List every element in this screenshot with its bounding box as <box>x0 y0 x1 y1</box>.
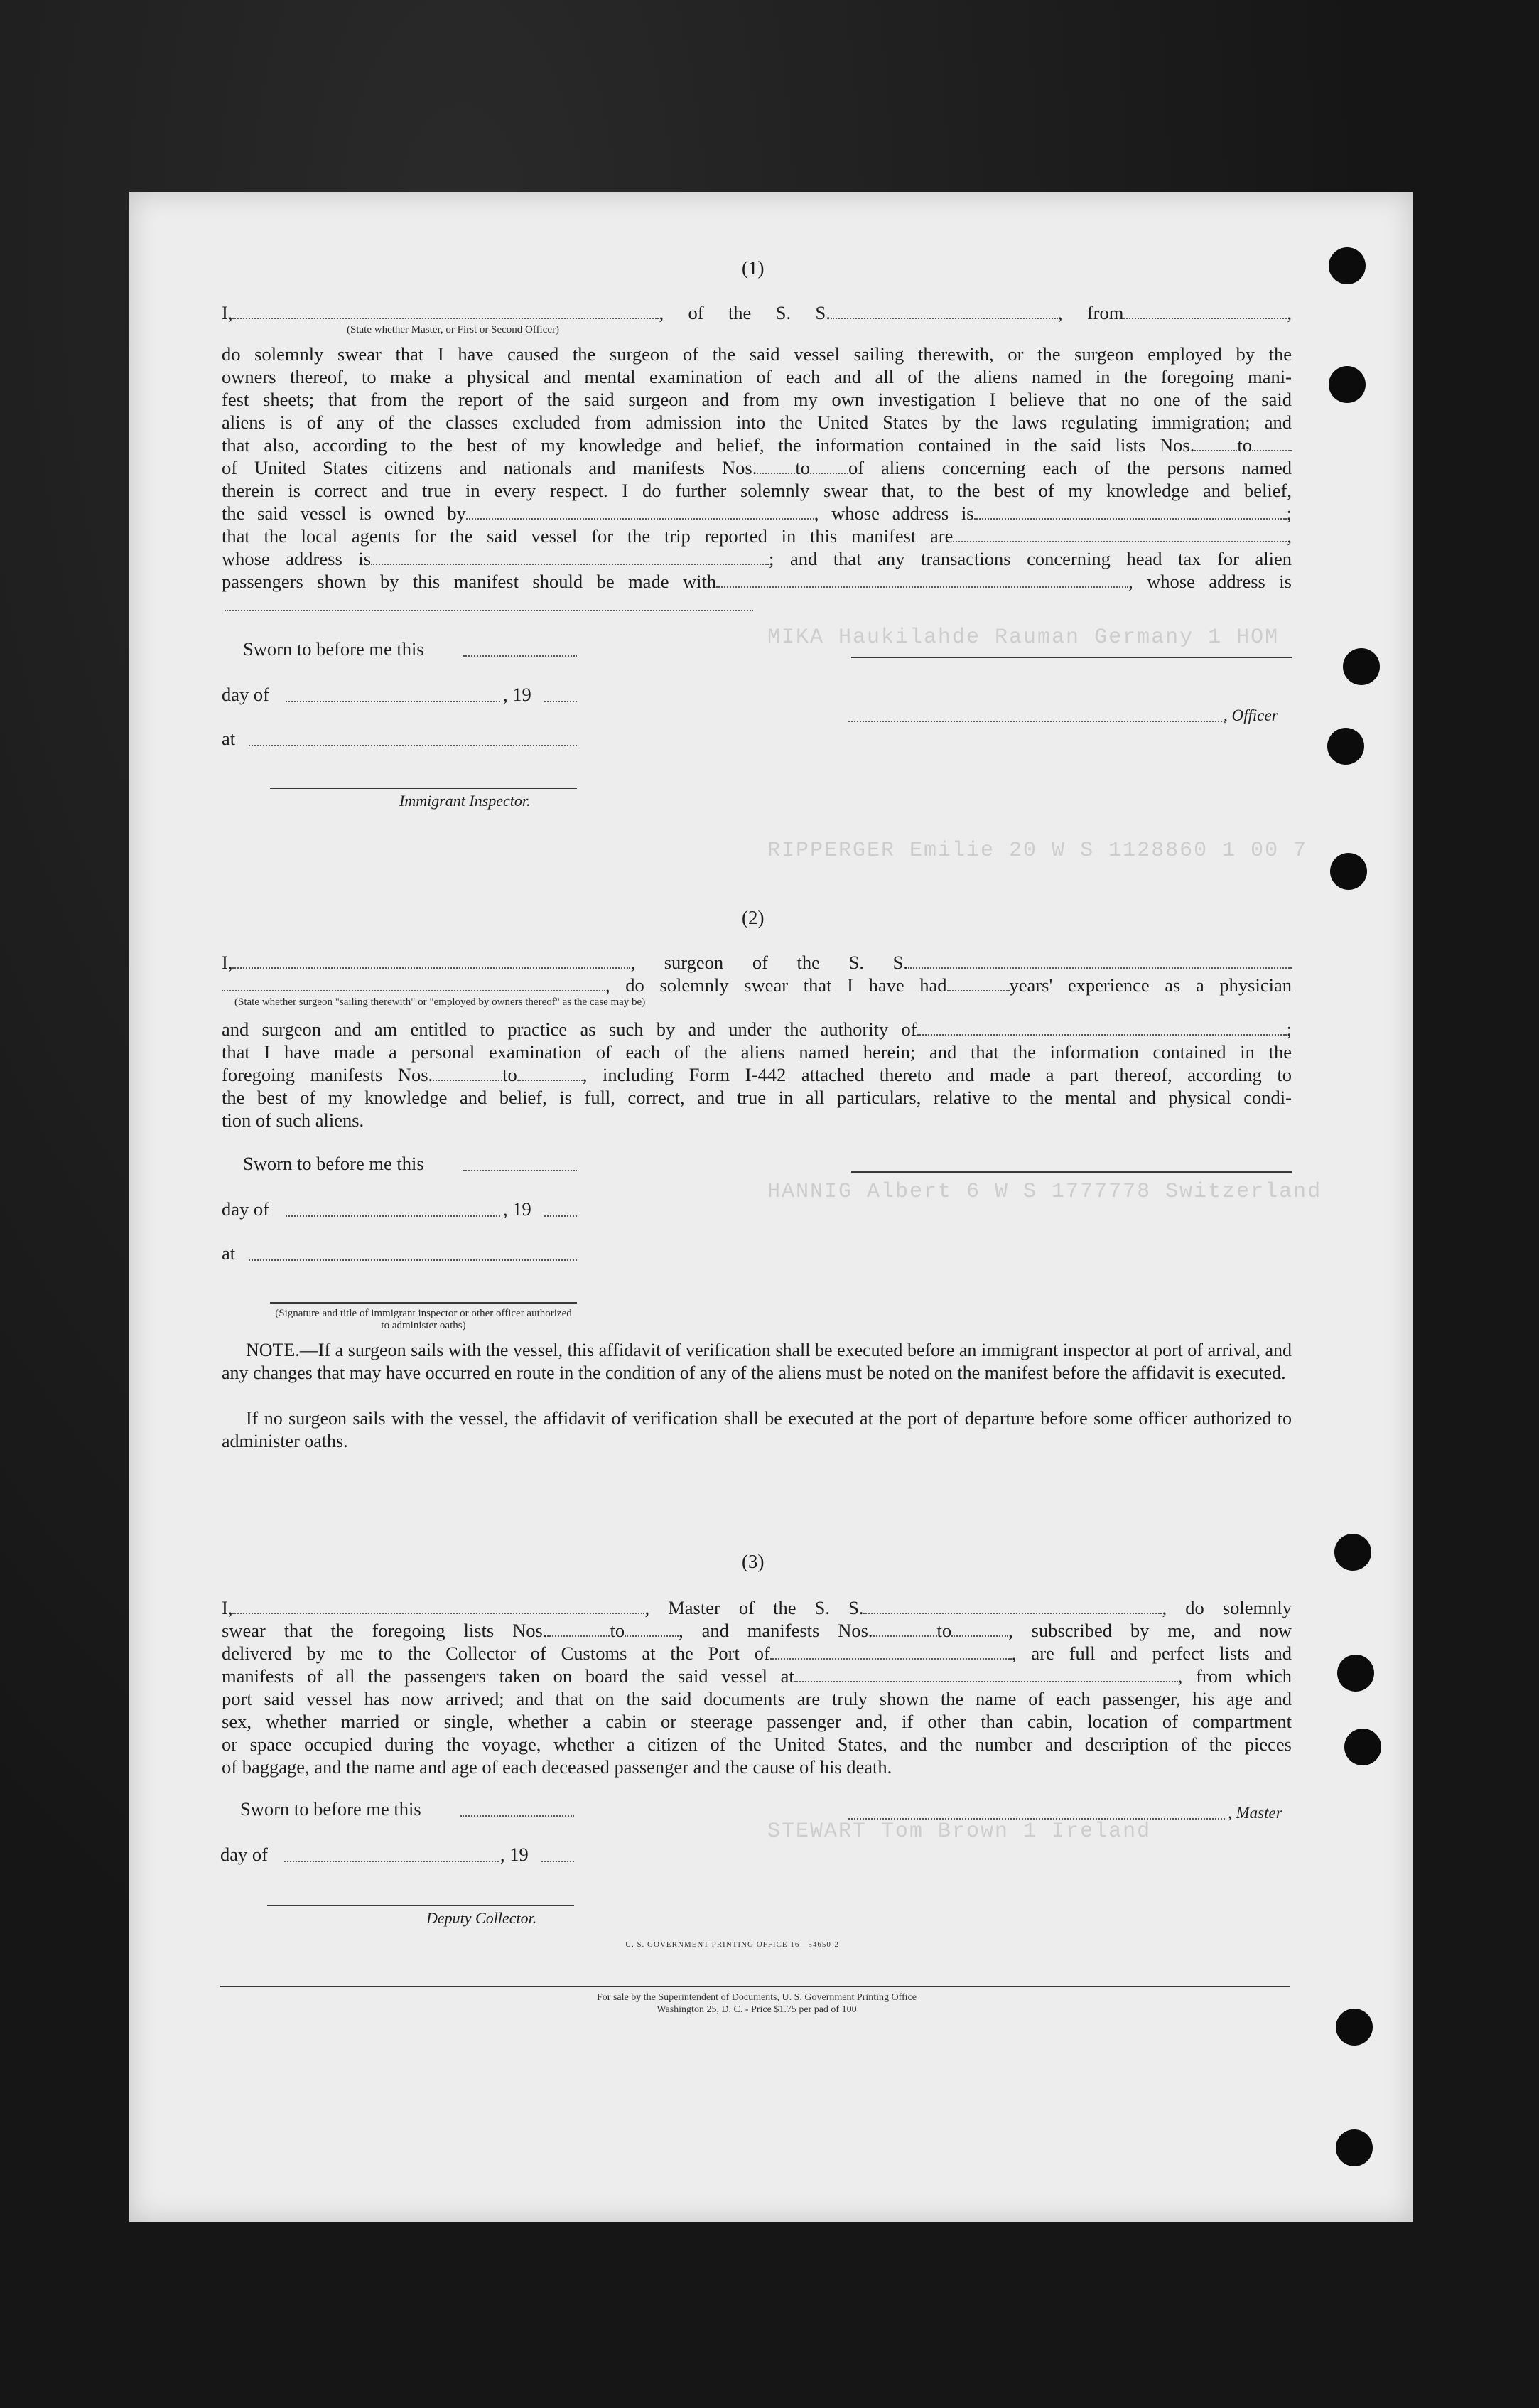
s2-line-7: tion of such aliens. <box>222 1109 364 1131</box>
bleed-through-text: RIPPERGER Emilie 20 W S 1128860 1 00 7 <box>767 839 1308 863</box>
sale-notice: For sale by the Superintendent of Documents, U. S. Government Printing Office Washington 25, D. C. - Price $1.75 per pad of 100 <box>597 1992 917 2015</box>
surgeon-type-blank[interactable] <box>222 976 605 991</box>
day-label: day of <box>220 1844 268 1865</box>
punch-hole <box>1334 1534 1371 1571</box>
month-blank[interactable] <box>286 701 500 702</box>
manifest-to-blank[interactable] <box>517 1065 583 1081</box>
s1-line-11: whose address is ; and that any transactions concerning head tax for alien <box>222 548 1292 569</box>
owner-blank[interactable] <box>466 504 814 520</box>
inspector-signature-line[interactable] <box>270 1302 577 1304</box>
sworn-day-blank[interactable] <box>463 655 577 657</box>
s1-line-4: fest sheets; that from the report of the said surgeon and from my own investigation I believe that no one of the said <box>222 389 1292 410</box>
manifest-to-blank[interactable] <box>810 458 848 474</box>
section-number: (2) <box>742 907 765 928</box>
footer-divider <box>220 1986 1290 1987</box>
day-label: day of <box>222 684 269 705</box>
year-blank[interactable] <box>541 1861 574 1862</box>
s3-line-1: I, , Master of the S. S. , do solemnly <box>222 1597 1292 1618</box>
punch-hole <box>1329 366 1366 403</box>
sworn-label: Sworn to before me this <box>243 638 424 660</box>
list-to-blank[interactable] <box>625 1621 679 1637</box>
collector-signature-line[interactable] <box>267 1905 574 1906</box>
section-number: (3) <box>742 1551 765 1572</box>
s3-line-8: of baggage, and the name and age of each deceased passenger and the cause of his death. <box>222 1756 892 1778</box>
s1-line-1: I, , of the S. S. , from , <box>222 302 1292 323</box>
sworn-label: Sworn to before me this <box>243 1153 424 1174</box>
list-from-blank[interactable] <box>547 1621 610 1637</box>
year-label: , 19 <box>503 684 531 705</box>
port-blank[interactable] <box>770 1644 1012 1660</box>
month-blank[interactable] <box>286 1215 500 1217</box>
punch-hole <box>1337 1655 1374 1692</box>
s1-line-9: the said vessel is owned by , whose address is ; <box>222 502 1292 524</box>
boarding-port-blank[interactable] <box>794 1667 1178 1682</box>
section-number: (1) <box>742 257 765 279</box>
s2-line-2: , do solemnly swear that I have had years' experience as a physician <box>222 974 1292 996</box>
s1-line-10: that the local agents for the said vessel for the trip reported in this manifest are , <box>222 525 1292 547</box>
s2-line-4: that I have made a personal examination of each of the aliens named herein; and that the information contained in the <box>222 1041 1292 1063</box>
authority-blank[interactable] <box>917 1020 1287 1036</box>
manifest-from-blank[interactable] <box>873 1621 937 1637</box>
signature-line[interactable] <box>851 657 1292 658</box>
list-from-blank[interactable] <box>1194 436 1237 451</box>
s3-line-7: or space occupied during the voyage, whether a citizen of the United States, and the number and description of the pieces <box>222 1734 1292 1755</box>
note-paragraph-1: NOTE.—If a surgeon sails with the vessel, this affidavit of verification shall be executed before an immigrant inspector at port of arrival, and any changes that may have occurred en route in the condition of any of the aliens must be noted on the manifest before the affidavit is executed. <box>222 1340 1292 1383</box>
year-label: , 19 <box>503 1198 531 1220</box>
from-blank[interactable] <box>1123 303 1287 319</box>
at-label: at <box>222 728 236 749</box>
surgeon-name-blank[interactable] <box>232 953 630 969</box>
vessel-blank[interactable] <box>863 1598 1162 1614</box>
s1-caption: (State whether Master, or First or Second Officer) <box>347 324 560 335</box>
master-name-blank[interactable] <box>232 1598 644 1614</box>
bleed-through-text: HANNIG Albert 6 W S 1777778 Switzerland <box>767 1180 1322 1204</box>
inspector-caption: (Signature and title of immigrant inspector or other officer authorized to administer oaths) <box>275 1308 572 1331</box>
punch-hole <box>1343 648 1380 685</box>
collector-label: Deputy Collector. <box>426 1909 537 1927</box>
at-label: at <box>222 1242 236 1264</box>
address-continuation-blank[interactable] <box>225 610 753 611</box>
manifest-from-blank[interactable] <box>433 1065 502 1081</box>
year-blank[interactable] <box>544 701 577 702</box>
manifest-from-blank[interactable] <box>757 458 795 474</box>
signature-line[interactable] <box>851 1171 1292 1173</box>
s2-line-5: foregoing manifests Nos. to , including Form I-442 attached thereto and made a part thereof, according to <box>222 1064 1292 1085</box>
sworn-label: Sworn to before me this <box>240 1798 421 1820</box>
punch-hole <box>1336 2129 1373 2166</box>
agents-blank[interactable] <box>953 527 1287 542</box>
punch-hole <box>1327 728 1364 765</box>
inspector-label: Immigrant Inspector. <box>399 792 531 810</box>
punch-hole <box>1329 247 1366 284</box>
bleed-through-text: MIKA Haukilahde Rauman Germany 1 HOM <box>767 625 1280 650</box>
years-blank[interactable] <box>947 976 1010 991</box>
place-blank[interactable] <box>249 745 577 746</box>
inspector-signature-line[interactable] <box>270 788 577 789</box>
s2-line-1: I, , surgeon of the S. S. <box>222 951 1292 974</box>
place-blank[interactable] <box>249 1259 577 1261</box>
day-label: day of <box>222 1198 269 1220</box>
sworn-day-blank[interactable] <box>460 1815 574 1817</box>
year-blank[interactable] <box>544 1215 577 1217</box>
s1-line-6: that also, according to the best of my knowledge and belief, the information contained in the said lists Nos. to <box>222 434 1292 456</box>
printing-office-imprint: U. S. GOVERNMENT PRINTING OFFICE 16—54650-2 <box>625 1940 840 1949</box>
s2-caption: (State whether surgeon "sailing therewith" or "employed by owners thereof" as the case may be) <box>234 996 646 1008</box>
vessel-blank[interactable] <box>831 303 1058 319</box>
s3-line-4: manifests of all the passengers taken on board the said vessel at , from which <box>222 1665 1292 1687</box>
punch-hole <box>1336 2009 1373 2046</box>
year-label: , 19 <box>500 1844 529 1865</box>
month-blank[interactable] <box>284 1861 499 1862</box>
s1-line-12: passengers shown by this manifest should be made with , whose address is <box>222 571 1292 592</box>
name-blank[interactable] <box>232 303 659 319</box>
master-signature-blank[interactable] <box>848 1818 1225 1820</box>
punch-hole <box>1344 1729 1381 1765</box>
s1-line-2: do solemnly swear that I have caused the surgeon of the said vessel sailing therewith, or the surgeon employed by the <box>222 343 1292 365</box>
s2-line-3: and surgeon and am entitled to practice as such by and under the authority of ; <box>222 1018 1292 1040</box>
bleed-through-text: STEWART Tom Brown 1 Ireland <box>767 1820 1152 1844</box>
agents-address-blank[interactable] <box>371 549 769 565</box>
s3-line-5: port said vessel has now arrived; and that on the said documents are truly shown the name of each passenger, his age and <box>222 1688 1292 1709</box>
s1-line-5: aliens is of any of the classes excluded from admission into the United States by the laws regulating immigration; and <box>222 412 1292 433</box>
vessel-blank[interactable] <box>908 953 1292 969</box>
s3-line-6: sex, whether married or single, whether a cabin or steerage passenger and, if other than cabin, location of compartment <box>222 1711 1292 1732</box>
s3-line-3: delivered by me to the Collector of Customs at the Port of , are full and perfect lists and <box>222 1643 1292 1664</box>
head-tax-blank[interactable] <box>716 572 1128 588</box>
manifest-to-blank[interactable] <box>951 1621 1008 1637</box>
sworn-day-blank[interactable] <box>463 1170 577 1171</box>
s1-line-8: therein is correct and true in every respect. I do further solemnly swear that, to the best of my knowledge and belief, <box>222 480 1292 501</box>
s1-line-7: of United States citizens and nationals and manifests Nos. to of aliens concerning each of the persons named <box>222 457 1292 478</box>
officer-signature-blank[interactable] <box>848 721 1225 722</box>
s1-line-3: owners thereof, to make a physical and mental examination of each and all of the aliens named in the foregoing mani- <box>222 366 1292 387</box>
s2-line-6: the best of my knowledge and belief, is full, correct, and true in all particulars, relative to the mental and physical condi- <box>222 1087 1292 1108</box>
note-paragraph-2: If no surgeon sails with the vessel, the affidavit of verification shall be executed at the port of departure before some officer authorized to administer oaths. <box>222 1408 1292 1451</box>
master-label: , Master <box>1228 1804 1282 1822</box>
list-to-blank[interactable] <box>1252 436 1292 451</box>
officer-label: , Officer <box>1224 706 1278 724</box>
owner-address-blank[interactable] <box>974 504 1287 520</box>
s3-line-2: swear that the foregoing lists Nos. to , and manifests Nos. to , subscribed by me, and now <box>222 1620 1292 1641</box>
